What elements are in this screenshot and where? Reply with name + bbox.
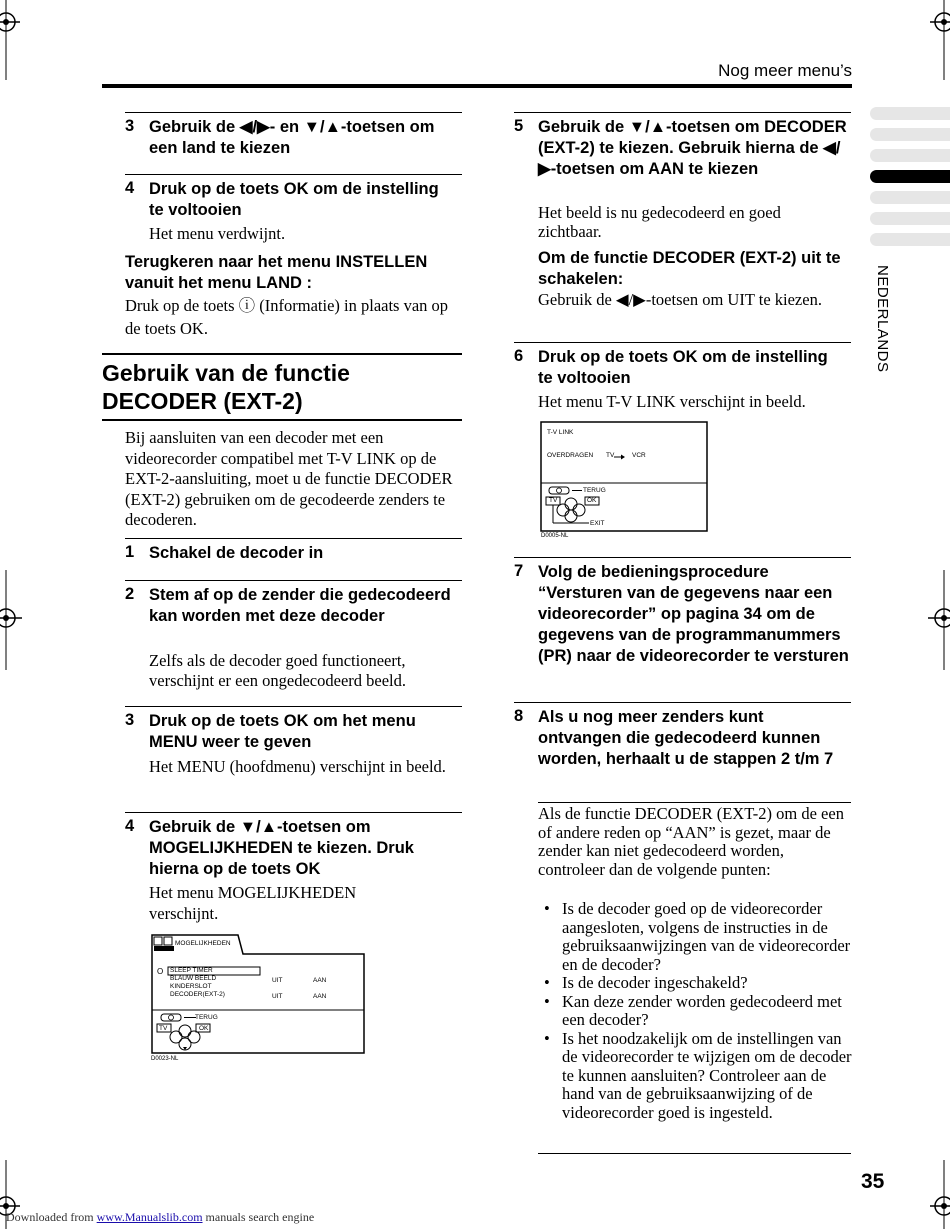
- header-rule: [102, 84, 852, 88]
- side-tab-1: [870, 107, 950, 120]
- step-5-desc: Het beeld is nu gedecodeerd en goed zichtbaar.: [538, 203, 781, 241]
- screen-exit-label: EXIT: [590, 520, 605, 527]
- note-bullet: • Is de decoder ingeschakeld?: [538, 974, 853, 993]
- side-tab-5: [870, 191, 950, 204]
- divider: [125, 538, 462, 539]
- page-number: 35: [861, 1170, 885, 1193]
- step-5-text: Gebruik de ▼/▲-toetsen om DECODER (EXT-2) te kiezen. Gebruik hierna de ◀/▶-toetsen om AAN te kiezen: [538, 118, 847, 178]
- disable-heading: Om de functie DECODER (EXT-2) uit te schakelen:: [538, 249, 841, 288]
- step-number: 5: [514, 117, 524, 135]
- step-2-desc: Zelfs als de decoder goed functioneert, verschijnt er een ongedecodeerd beeld.: [149, 651, 406, 690]
- transfer-label: OVERDRAGEN: [547, 452, 594, 459]
- note-bullet: • Is de decoder goed op de videorecorder aangesloten, volgens de instructies in de gebruiksaanwijzingen van de videorecorder en de decoder?: [538, 900, 853, 974]
- disable-text: Gebruik de ◀/▶-toetsen om UIT te kiezen.: [538, 290, 822, 309]
- step-number: 1: [125, 543, 135, 561]
- step-4-text: Gebruik de ▼/▲-toetsen om MOGELIJKHEDEN te kiezen. Druk hierna op de toets OK: [149, 818, 414, 878]
- crop-mark-mid-left: [0, 570, 40, 670]
- side-tab-active: [870, 170, 950, 183]
- screen-tv-label: TV: [549, 497, 558, 504]
- side-tab-7: [870, 233, 950, 246]
- footer-prefix: Downloaded from: [6, 1210, 94, 1224]
- note-checklist: [538, 900, 853, 1122]
- step-8-text: Als u nog meer zenders kunt ontvangen die gedecodeerd kunnen worden, herhaalt u de stappen 2 t/m 7: [538, 708, 834, 768]
- step-number: 4: [125, 817, 135, 835]
- divider: [514, 342, 851, 343]
- menu-row-label: KINDERSLOT: [170, 983, 212, 990]
- section-rule-bottom: [102, 419, 462, 421]
- step-6-desc: Het menu T-V LINK verschijnt in beeld.: [538, 392, 806, 411]
- note-intro: Als de functie DECODER (EXT-2) om de een of andere reden op “AAN” is gezet, maar de zender kan niet gedecodeerd worden, controleer dan de volgende punten:: [538, 804, 844, 879]
- menu-row-label: BLAUW BEELD: [170, 975, 217, 982]
- screen-ok-label: OK: [587, 497, 597, 504]
- note-rule-bottom: [538, 1153, 851, 1154]
- step-3-desc: Het MENU (hoofdmenu) verschijnt in beeld.: [149, 757, 446, 776]
- menu-row-value-on: AAN: [313, 977, 327, 984]
- divider: [125, 174, 462, 175]
- step-number: 2: [125, 585, 135, 603]
- screen-ok-label: OK: [199, 1025, 209, 1032]
- page-header-title: Nog meer menu’s: [718, 61, 852, 80]
- step-6-text: Druk op de toets OK om de instelling te voltooien: [538, 348, 828, 387]
- step-number: 3: [125, 117, 135, 135]
- side-tab-6: [870, 212, 950, 225]
- screen-tv-label: TV: [159, 1025, 168, 1032]
- section-intro: Bij aansluiten van een decoder met een videorecorder compatibel met T-V LINK op de EXT-2-aansluiting, moet u de functie DECODER (EXT-2) gebruiken om de gecodeerde zenders te decoderen.: [125, 428, 453, 529]
- selection-marker: O: [157, 967, 164, 976]
- crop-mark-bottom-right: [910, 1160, 950, 1229]
- note-bullet: • Kan deze zender worden gedecodeerd met een decoder?: [538, 993, 853, 1030]
- crop-mark-mid-right: [910, 570, 950, 670]
- divider: [125, 706, 462, 707]
- footer-link[interactable]: www.Manualslib.com: [96, 1210, 203, 1224]
- divider: [514, 557, 851, 558]
- note-rule-top: [538, 802, 851, 803]
- screen-back-label: TERUG: [583, 487, 606, 494]
- menu-row-label: DECODER(EXT-2): [170, 991, 225, 998]
- screen-code: D0005-NL: [541, 533, 569, 539]
- menu-row-label: SLEEP TIMER: [170, 967, 213, 974]
- step-2-text: Stem af op de zender die gedecodeerd kan worden met deze decoder: [149, 586, 451, 625]
- menu-row-value-off: UIT: [272, 993, 283, 1000]
- menu-row-value-off: UIT: [272, 977, 283, 984]
- return-text: Druk op de toets ⓘ (Informatie) in plaats van op de toets OK.: [125, 296, 449, 338]
- step-number: 3: [125, 711, 135, 729]
- menu-row-value-on: AAN: [313, 993, 327, 1000]
- step-7-text: Volg de bedieningsprocedure “Versturen van de gegevens naar een videorecorder” op pagina 34 om de gegevens van de programmanummers (PR) naar de videorecorder te versturen: [538, 563, 849, 665]
- side-tab-2: [870, 128, 950, 141]
- side-language-label: NEDERLANDS: [874, 265, 891, 373]
- tv-link-title: T-V LINK: [547, 429, 574, 436]
- return-heading: Terugkeren naar het menu INSTELLEN vanuit het menu LAND :: [125, 253, 428, 292]
- screen-tab-label: MOGELIJKHEDEN: [175, 940, 231, 947]
- footer-suffix: manuals search engine: [205, 1210, 315, 1224]
- section-rule-top: [102, 353, 462, 355]
- crop-mark-top-right: [910, 0, 950, 80]
- step-4a-text: Druk op de toets OK om de instelling te voltooien: [149, 180, 439, 219]
- divider: [125, 580, 462, 581]
- step-number: 6: [514, 347, 524, 365]
- footer-watermark: [6, 1210, 314, 1225]
- step-number: 7: [514, 562, 524, 580]
- step-4a-desc: Het menu verdwijnt.: [149, 224, 286, 243]
- divider: [125, 812, 462, 813]
- screen-back-label: TERUG: [195, 1014, 218, 1021]
- tv-link-screen: [540, 421, 708, 532]
- divider: [125, 112, 462, 113]
- transfer-to: VCR: [632, 452, 646, 459]
- transfer-from: TV: [606, 452, 615, 459]
- step-4-desc: Het menu MOGELIJKHEDEN verschijnt.: [149, 883, 357, 923]
- note-bullet: • Is het noodzakelijk om de instellingen van de videorecorder te wijzigen om de decoder te kunnen aansluiten? Controleer aan de hand van de gebruiksaanwijzing of de videorecorder goed is ingesteld.: [538, 1030, 853, 1123]
- step-3a-text: Gebruik de ◀/▶- en ▼/▲-toetsen om een land te kiezen: [149, 118, 435, 157]
- side-tab-3: [870, 149, 950, 162]
- step-1-text: Schakel de decoder in: [149, 544, 324, 562]
- step-number: 8: [514, 707, 524, 725]
- divider: [514, 702, 851, 703]
- step-number: 4: [125, 179, 135, 197]
- crop-mark-top-left: [0, 0, 40, 80]
- mogelijkheden-screen: [150, 932, 365, 1054]
- screen-code: D0023-NL: [151, 1056, 179, 1062]
- step-3-text: Druk op de toets OK om het menu MENU weer te geven: [149, 712, 416, 751]
- divider: [514, 112, 851, 113]
- section-title: Gebruik van de functie DECODER (EXT-2): [102, 360, 350, 414]
